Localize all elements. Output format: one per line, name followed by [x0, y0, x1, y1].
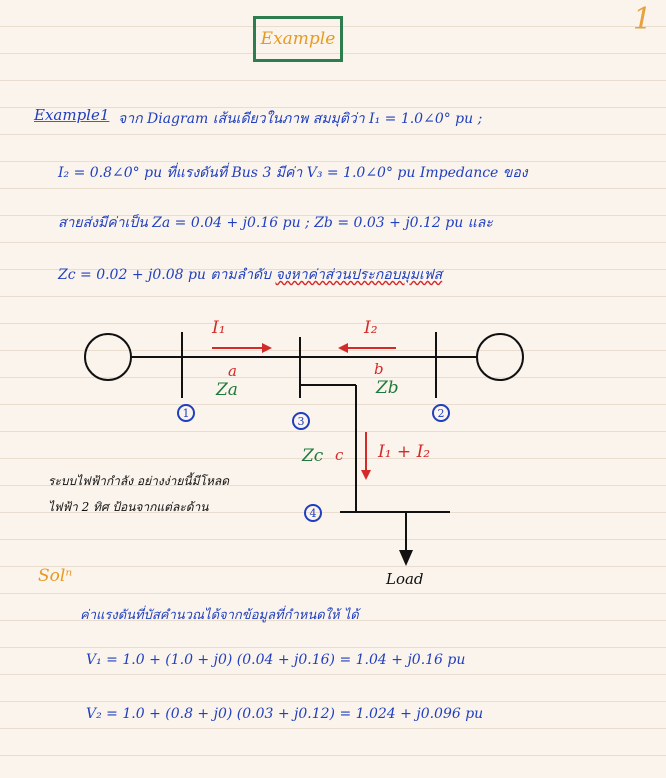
solution-label: Solⁿ	[38, 566, 73, 586]
solution-intro: ค่าแรงดันที่บัสคำนวณได้จากข้อมูลที่กำหนดให้ ได้	[80, 608, 359, 623]
problem-line-1: จาก Diagram เส้นเดียวในภาพ สมมุติว่า I₁ = 1.0∠0° pu ;	[118, 111, 483, 127]
load-label: Load	[386, 570, 424, 588]
generator-1-icon	[85, 334, 131, 380]
line-b-label: b	[374, 360, 384, 378]
generator-2-icon	[477, 334, 523, 380]
problem-line-4-highlight: จงหาค่าส่วนประกอบมุมเฟส	[275, 267, 443, 283]
impedance-zb-label: Zb	[376, 378, 399, 398]
arrowhead-right-icon	[262, 343, 272, 353]
impedance-za-label: Za	[216, 380, 238, 400]
equation-v2: V₂ = 1.0 + (0.8 + j0) (0.03 + j0.12) = 1.024 + j0.096 pu	[86, 706, 484, 722]
bus-3-number	[292, 412, 310, 430]
bus-2-text: 2	[437, 406, 445, 420]
side-note-line-1: ระบบไฟฟ้ากำลัง อย่างง่ายนี้มีโหลด	[48, 474, 230, 488]
side-note-line-2: ไฟฟ้า 2 ทิศ ป้อนจากแต่ละด้าน	[48, 500, 209, 514]
problem-line-2: I₂ = 0.8∠0° pu ที่แรงดันที่ Bus 3 มีค่า V₃ = 1.0∠0° pu Impedance ของ	[58, 165, 528, 181]
arrowhead-down-icon	[361, 470, 371, 480]
equation-v1: V₁ = 1.0 + (1.0 + j0) (0.04 + j0.16) = 1.04 + j0.16 pu	[86, 652, 466, 668]
bus-1-number	[177, 404, 195, 422]
line-a-label: a	[228, 362, 237, 380]
page-number: 1	[632, 2, 652, 37]
arrowhead-left-icon	[338, 343, 348, 353]
page-title: Example	[260, 29, 336, 49]
current-i1-label: I₁	[212, 318, 226, 338]
problem-line-4-main: Zc = 0.02 + j0.08 pu ตามลำดับ	[58, 267, 271, 283]
bus-1-text: 1	[182, 406, 190, 420]
load-arrow-icon	[399, 550, 413, 566]
impedance-zc-label: Zc	[302, 446, 324, 466]
bus-4-number	[304, 504, 322, 522]
line-c-label: c	[335, 446, 344, 464]
bus-2-number	[432, 404, 450, 422]
example-label: Example1	[34, 106, 110, 124]
bus-4-text: 4	[309, 506, 317, 520]
problem-line-3: สายส่งมีค่าเป็น Za = 0.04 + j0.16 pu ; Zb = 0.03 + j0.12 pu และ	[58, 215, 493, 231]
current-sum-label: I₁ + I₂	[378, 442, 431, 462]
current-i2-label: I₂	[364, 318, 378, 338]
bus-3-text: 3	[297, 414, 305, 428]
